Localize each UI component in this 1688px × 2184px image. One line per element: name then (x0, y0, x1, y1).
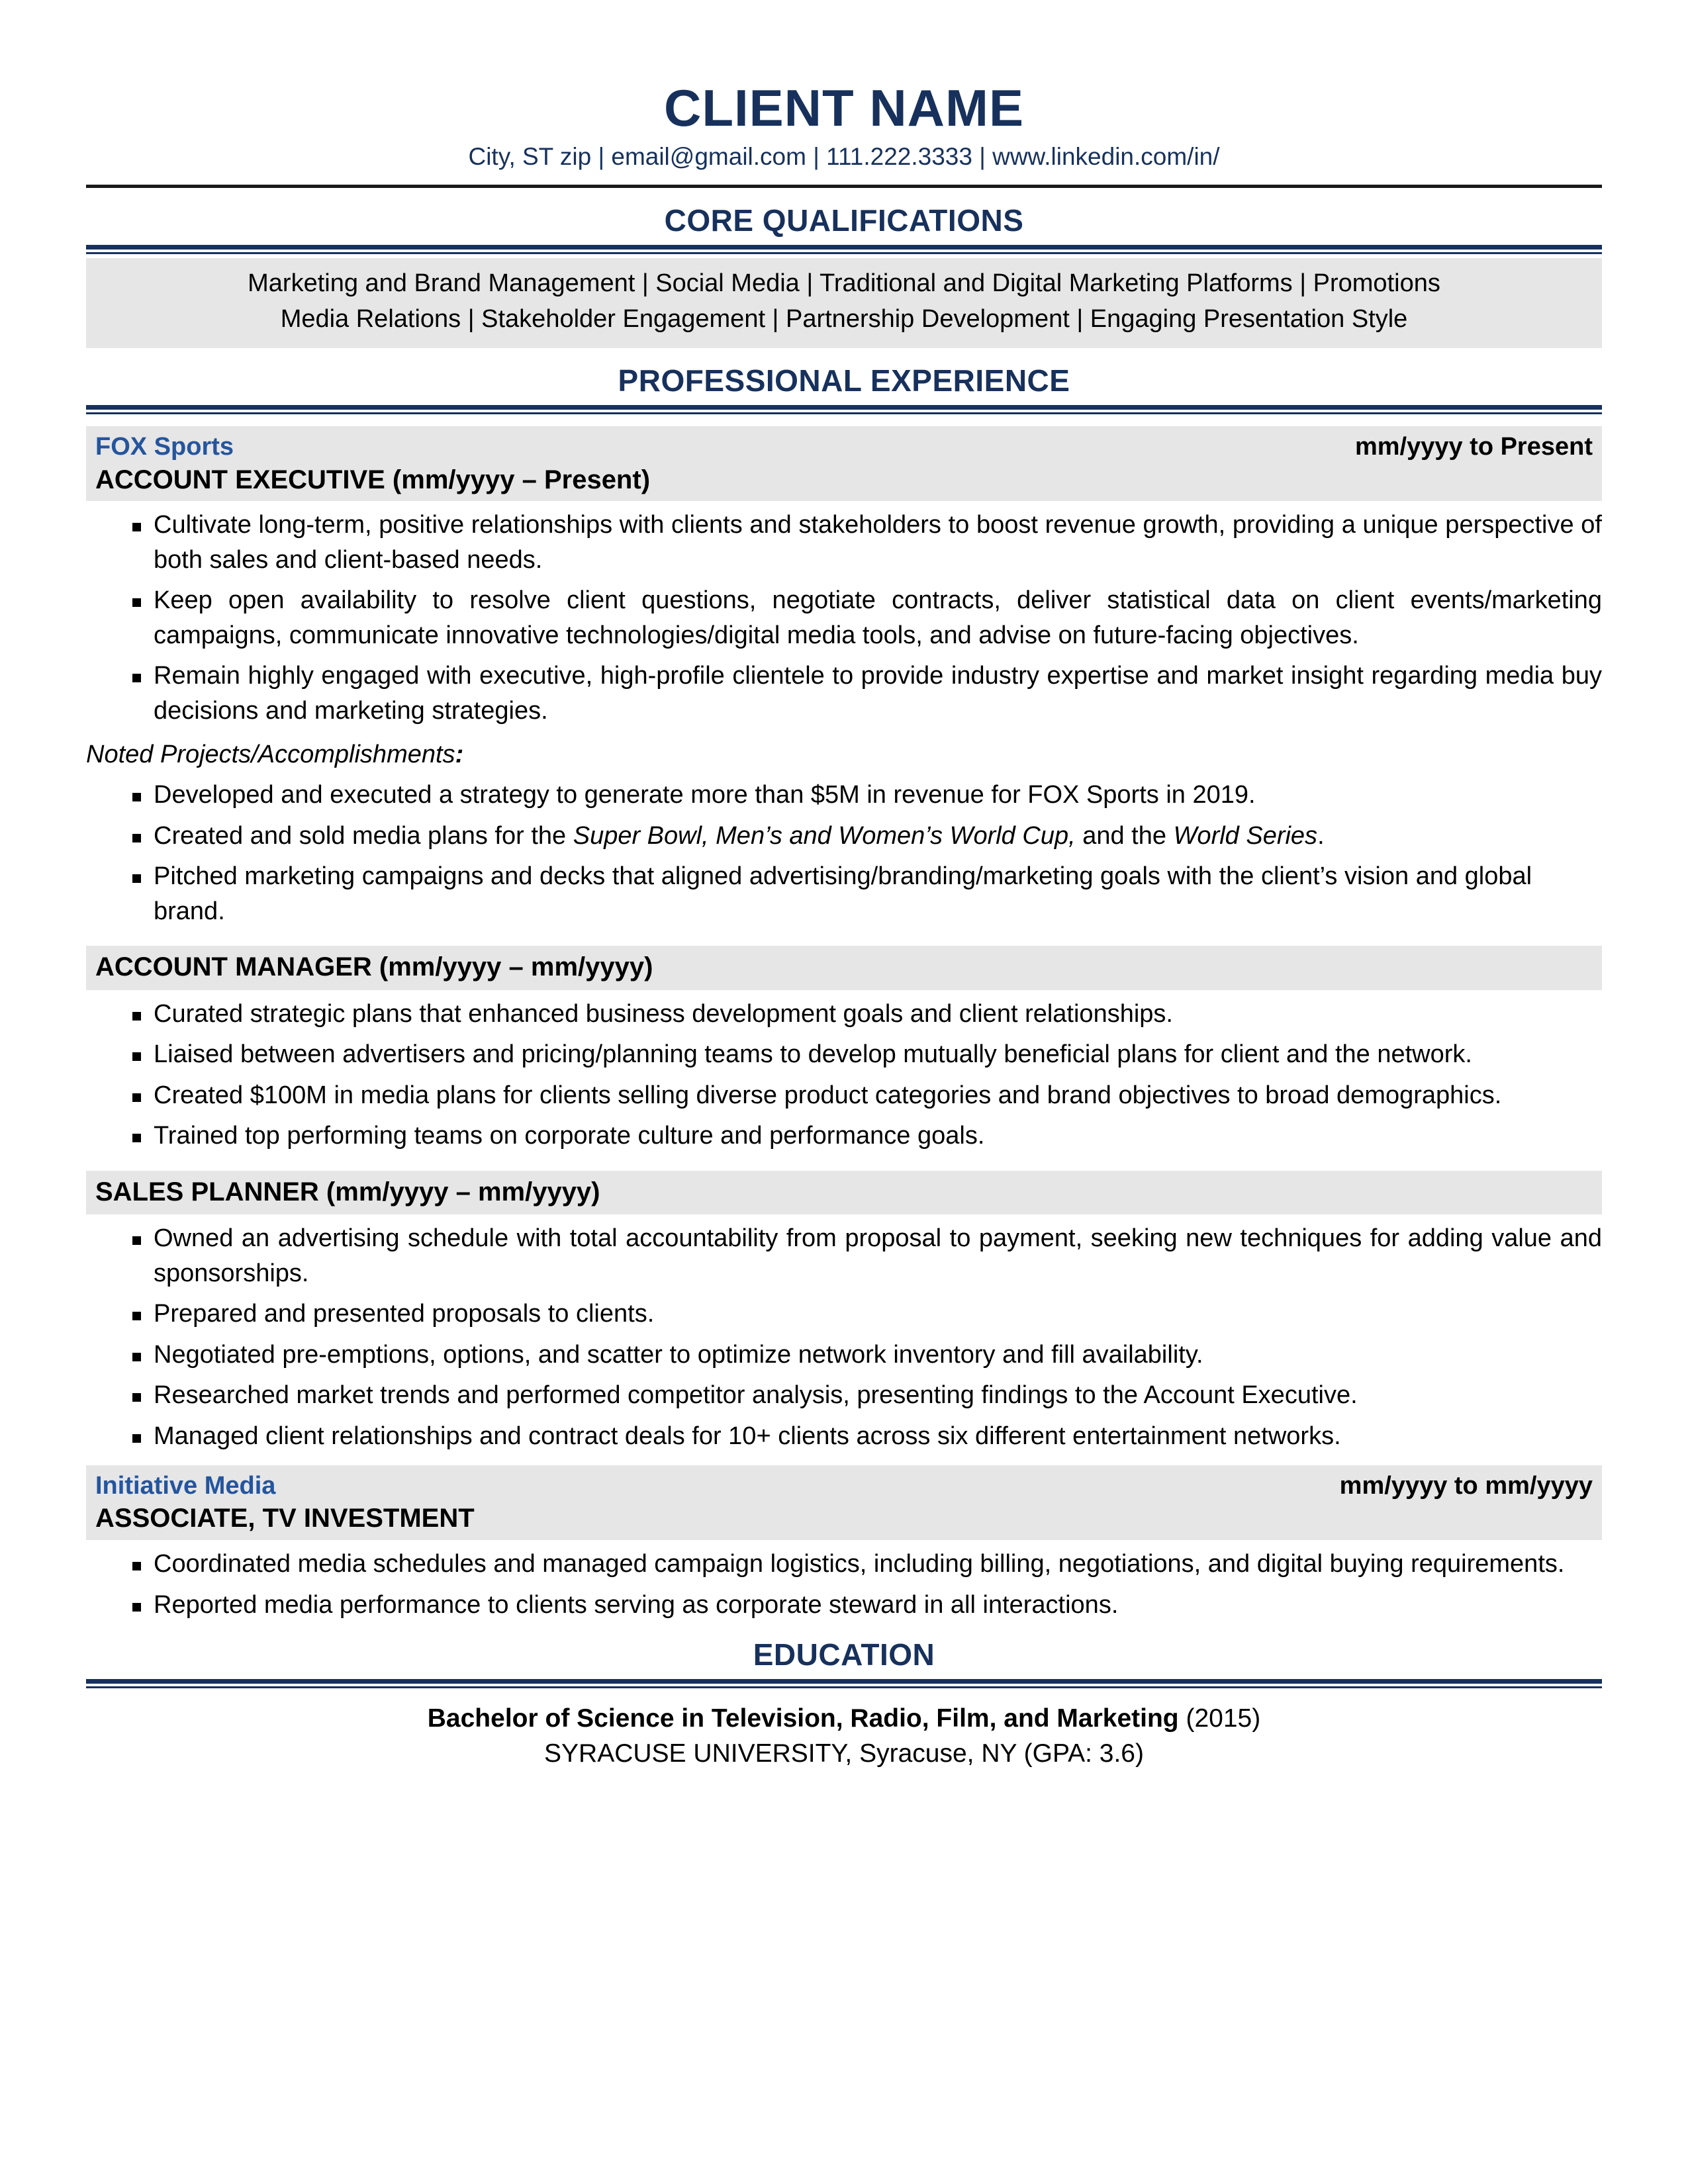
company-dates: mm/yyyy to mm/yyyy (1339, 1472, 1593, 1500)
job-title: ACCOUNT EXECUTIVE (mm/yyyy – Present) (95, 465, 651, 494)
list-item: Reported media performance to clients serving as corporate steward in all interactions. (131, 1588, 1602, 1622)
job-title: ACCOUNT MANAGER (mm/yyyy – mm/yyyy) (95, 952, 653, 982)
job-title: SALES PLANNER (mm/yyyy – mm/yyyy) (95, 1177, 600, 1206)
list-item: Developed and executed a strategy to generate more than $5M in revenue for FOX Sports in 2019. (131, 778, 1602, 812)
bullet-list-account-executive (86, 508, 1602, 728)
job-header-initiative-media (86, 1465, 1602, 1540)
list-item: Owned an advertising schedule with total accountability from proposal to payment, seeking new techniques for adding value and sponsorships. (131, 1221, 1602, 1291)
section-heading-core-qualifications: CORE QUALIFICATIONS (664, 203, 1024, 238)
section-professional-experience (86, 363, 1602, 1622)
list-item: Coordinated media schedules and managed campaign logistics, including billing, negotiations, and digital buying requirements. (131, 1547, 1602, 1581)
list-item: Keep open availability to resolve client questions, negotiate contracts, deliver statistical data on client events/marketing campaigns, communicate innovative technologies/digital media tools, and advise on future-facing objectives. (131, 583, 1602, 653)
list-item: Created $100M in media plans for clients selling diverse product categories and brand objectives to broad demographics. (131, 1078, 1602, 1113)
job-header-account-manager (86, 946, 1602, 990)
list-item: Remain highly engaged with executive, high-profile clientele to provide industry expertise and market insight regarding media buy decisions and marketing strategies. (131, 659, 1602, 728)
bullet-list-noted-projects (86, 778, 1602, 929)
education-degree-name: Bachelor of Science in Television, Radio, Film, and Marketing (427, 1704, 1179, 1733)
education-body (86, 1702, 1602, 1771)
company-name: Initiative Media (95, 1472, 276, 1500)
core-qualifications-line: Media Relations | Stakeholder Engagement | Partnership Development | Engaging Presentation Style (280, 304, 1408, 333)
list-item: Researched market trends and performed competitor analysis, presenting findings to the Account Executive. (131, 1378, 1602, 1412)
list-item: Cultivate long-term, positive relationships with clients and stakeholders to boost revenue growth, providing a unique perspective of both sales and client-based needs. (131, 508, 1602, 577)
list-item: Liaised between advertisers and pricing/planning teams to develop mutually beneficial plans for client and the network. (131, 1037, 1602, 1071)
page-title: CLIENT NAME (664, 79, 1024, 137)
noted-projects-label (86, 739, 1602, 771)
section-rule (86, 405, 1602, 414)
list-item: Negotiated pre-emptions, options, and scatter to optimize network inventory and fill availability. (131, 1338, 1602, 1372)
education-degree (86, 1702, 1602, 1736)
list-item: Trained top performing teams on corporate culture and performance goals. (131, 1118, 1602, 1153)
list-item: Pitched marketing campaigns and decks that aligned advertising/branding/marketing goals with the client’s vision and global brand. (131, 859, 1602, 929)
list-item: Curated strategic plans that enhanced business development goals and client relationships. (131, 997, 1602, 1031)
noted-projects-text: Noted Projects/Accomplishments (86, 740, 455, 768)
bullet-list-sales-planner (86, 1221, 1602, 1453)
section-core-qualifications (86, 203, 1602, 348)
resume-header (86, 79, 1602, 188)
education-year: (2015) (1178, 1704, 1261, 1733)
section-rule (86, 1679, 1602, 1688)
noted-projects-colon: : (455, 740, 464, 768)
bullet-list-associate-tv-investment (86, 1547, 1602, 1622)
company-row (95, 1471, 1593, 1501)
job-title: ASSOCIATE, TV INVESTMENT (95, 1504, 475, 1533)
list-item: Prepared and presented proposals to clients. (131, 1297, 1602, 1331)
company-dates: mm/yyyy to Present (1354, 433, 1593, 461)
section-heading-professional-experience: PROFESSIONAL EXPERIENCE (618, 363, 1070, 398)
education-school: SYRACUSE UNIVERSITY, Syracuse, NY (GPA: 3.6) (544, 1739, 1144, 1768)
core-qualifications-line: Marketing and Brand Management | Social Media | Traditional and Digital Marketing Platforms | Promotions (248, 269, 1440, 297)
bullet-list-account-manager (86, 997, 1602, 1154)
core-qualifications-band (86, 258, 1602, 348)
job-header-fox-sports (86, 426, 1602, 501)
job-header-sales-planner (86, 1171, 1602, 1215)
section-rule (86, 245, 1602, 254)
section-education (86, 1637, 1602, 1771)
section-heading-education: EDUCATION (753, 1637, 935, 1672)
company-name: FOX Sports (95, 433, 234, 461)
list-item: Managed client relationships and contract deals for 10+ clients across six different entertainment networks. (131, 1419, 1602, 1453)
list-item: Created and sold media plans for the Super Bowl, Men’s and Women’s World Cup, and the World Series. (131, 819, 1602, 853)
contact-line: City, ST zip | email@gmail.com | 111.222.3333 | www.linkedin.com/in/ (468, 143, 1220, 171)
company-row (95, 432, 1593, 462)
